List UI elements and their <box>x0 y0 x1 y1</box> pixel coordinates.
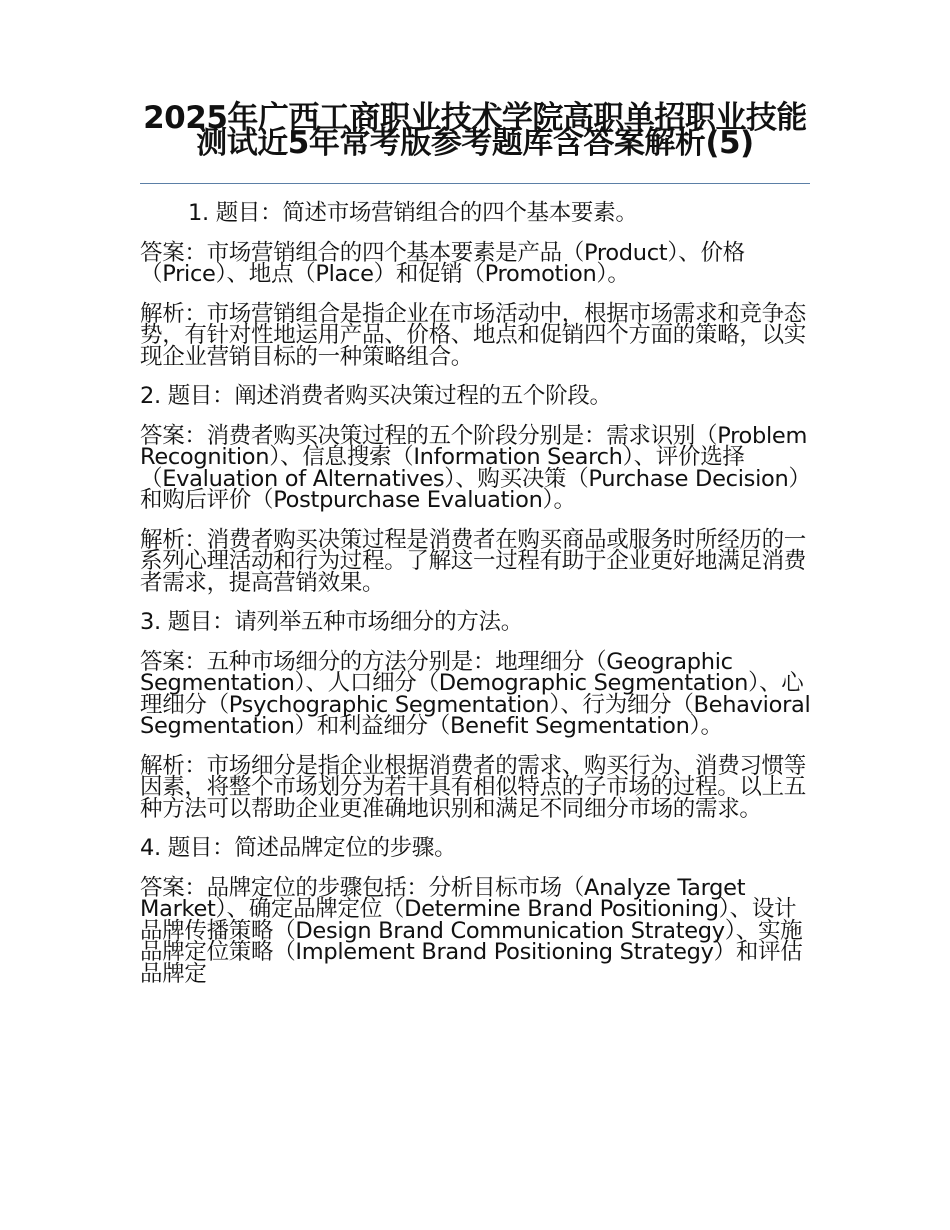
document-title: 2025年广西工商职业技术学院高职单招职业技能测试近5年常考版参考题库含答案解析(5) <box>143 100 807 161</box>
answer-4: 答案：品牌定位的步骤包括：分析目标市场（Analyze Target Market）、确定品牌定位（Determine Brand Positioning）、设计品牌传播策略（Design Brand Communication Strategy）、实施品牌定位策略（Implement Brand Positioning Strategy）和评估品牌定 <box>140 874 803 987</box>
question-3: 3. 题目：请列举五种市场细分的方法。 <box>140 609 523 635</box>
analysis-2: 解析：消费者购买决策过程是消费者在购买商品或服务时所经历的一系列心理活动和行为过程。了解这一过程有助于企业更好地满足消费者需求，提高营销效果。 <box>140 526 807 596</box>
question-1: 1. 题目：简述市场营销组合的四个基本要素。 <box>188 200 638 226</box>
question-2: 2. 题目：阐述消费者购买决策过程的五个阶段。 <box>140 383 612 409</box>
analysis-3: 解析：市场细分是指企业根据消费者的需求、购买行为、消费习惯等因素，将整个市场划分为若干具有相似特点的子市场的过程。以上五种方法可以帮助企业更准确地识别和满足不同细分市场的需求。 <box>140 752 807 822</box>
question-4: 4. 题目：简述品牌定位的步骤。 <box>140 835 457 861</box>
answer-2: 答案：消费者购买决策过程的五个阶段分别是：需求识别（Problem Recognition）、信息搜索（Information Search）、评价选择（Evaluation of Alternatives）、购买决策（Purchase Decision）和购后评价（Postpurchase Evaluation）。 <box>140 422 811 513</box>
title-divider <box>140 183 810 184</box>
analysis-1: 解析：市场营销组合是指企业在市场活动中，根据市场需求和竞争态势，有针对性地运用产品、价格、地点和促销四个方面的策略，以实现企业营销目标的一种策略组合。 <box>140 300 807 370</box>
document-body <box>140 200 812 1003</box>
answer-1: 答案：市场营销组合的四个基本要素是产品（Product）、价格（Price）、地点（Place）和促销（Promotion）。 <box>140 239 745 287</box>
answer-3: 答案：五种市场细分的方法分别是：地理细分（Geographic Segmentation）、人口细分（Demographic Segmentation）、心理细分（Psychographic Segmentation）、行为细分（Behavioral Segmentation）和利益细分（Benefit Segmentation）。 <box>140 648 811 739</box>
